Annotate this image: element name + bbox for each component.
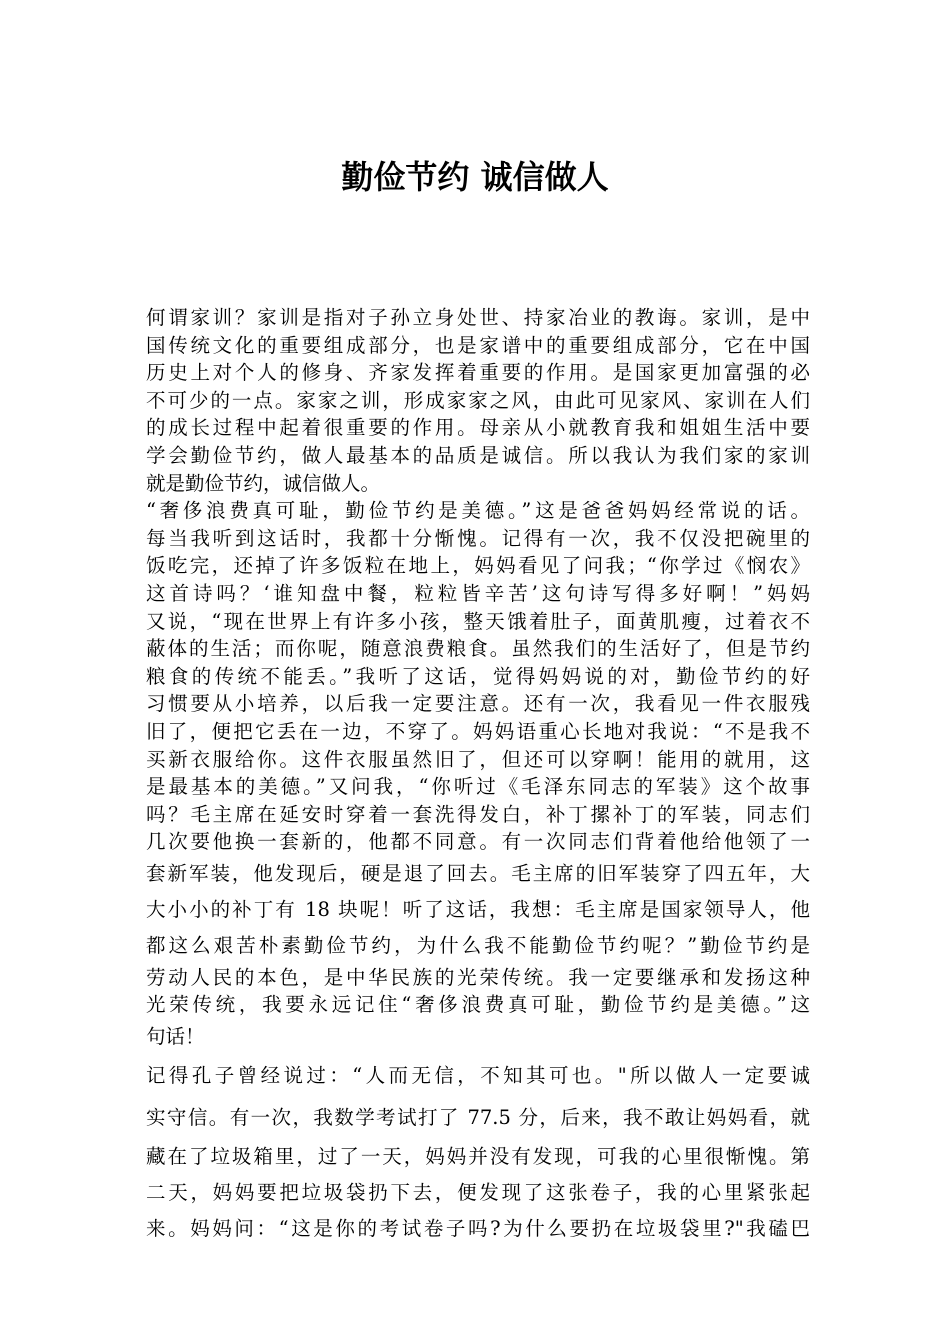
text-line: 不可少的一点。家家之训，形成家家之风，由此可见家风、家训在人们 [146,388,810,412]
text-line: 习惯要从小培养，以后我一定要注意。还有一次，我看见一件衣服残 [146,692,810,716]
text-line: 都这么艰苦朴素勤俭节约，为什么我不能勤俭节约呢？”勤俭节约是 [146,933,810,957]
text-line: 的成长过程中起着很重要的作用。母亲从小就教育我和姐姐生活中要 [146,416,810,440]
text-line: 旧了，便把它丢在一边，不穿了。妈妈语重心长地对我说：“不是我不 [146,719,810,743]
text-line: 藏在了垃圾箱里，过了一天，妈妈并没有发现，可我的心里很惭愧。第 [146,1145,810,1169]
text-line: 二天，妈妈要把垃圾袋扔下去，便发现了这张卷子，我的心里紧张起 [146,1181,810,1205]
text-line: 是最基本的美德。”又问我，“你听过《毛泽东同志的军装》这个故事 [146,775,810,799]
text-line: 蔽体的生活；而你呢，随意浪费粮食。虽然我们的生活好了，但是节约 [146,637,810,661]
text-line: 光荣传统，我要永远记住“奢侈浪费真可耻，勤俭节约是美德。”这 [146,993,810,1017]
text-line: 何谓家训？家训是指对子孙立身处世、持家冶业的教诲。家训，是中 [146,306,810,329]
text-line: 国传统文化的重要组成部分，也是家谱中的重要组成部分，它在中国 [146,333,810,357]
text-line: 套新军装，他发现后，硬是退了回去。毛主席的旧军装穿了四五年，大 [146,861,810,885]
text-line: 就是勤俭节约，诚信做人。 [146,471,381,495]
document-title: 勤俭节约 诚信做人 [341,158,609,196]
text-line: 粮食的传统不能丢。”我听了这话，觉得妈妈说的对，勤俭节约的好 [146,664,810,688]
text-line: 学会勤俭节约，做人最基本的品质是诚信。所以我认为我们家的家训 [146,443,810,467]
text-line: “奢侈浪费真可耻，勤俭节约是美德。”这是爸爸妈妈经常说的话。 [146,499,810,523]
text-line: 实守信。有一次，我数学考试打了 77.5 分，后来，我不敢让妈妈看，就 [146,1106,810,1130]
document-body [146,304,810,1247]
text-line: 大小小的补丁有 18 块呢！听了这话，我想：毛主席是国家领导人，他 [146,897,810,921]
text-line: 每当我听到这话时，我都十分惭愧。记得有一次，我不仅没把碗里的 [146,526,810,550]
text-line: 饭吃完，还掉了许多饭粒在地上，妈妈看见了问我；“你学过《悯农》 [146,554,810,578]
text-line: 劳动人民的本色，是中华民族的光荣传统。我一定要继承和发扬这种 [146,965,810,989]
text-line: 历史上对个人的修身、齐家发挥着重要的作用。是国家更加富强的必 [146,361,810,385]
text-line: 几次要他换一套新的，他都不同意。有一次同志们背着他给他领了一 [146,830,810,854]
text-line: 这首诗吗？‘谁知盘中餐，粒粒皆辛苦’这句诗写得多好啊！”妈妈 [146,581,810,605]
text-line: 买新衣服给你。这件衣服虽然旧了，但还可以穿啊！能用的就用，这 [146,747,810,771]
text-line: 句话！ [146,1025,205,1049]
text-line: 来。妈妈问：“这是你的考试卷子吗?为什么要扔在垃圾袋里?"我磕巴 [146,1217,810,1241]
text-line: 又说，“现在世界上有许多小孩，整天饿着肚子，面黄肌瘦，过着衣不 [146,609,810,633]
text-line: 吗？毛主席在延安时穿着一套洗得发白，补丁摞补丁的军装，同志们 [146,802,810,826]
text-line: 记得孔子曾经说过：“人而无信，不知其可也。"所以做人一定要诚 [146,1064,810,1088]
